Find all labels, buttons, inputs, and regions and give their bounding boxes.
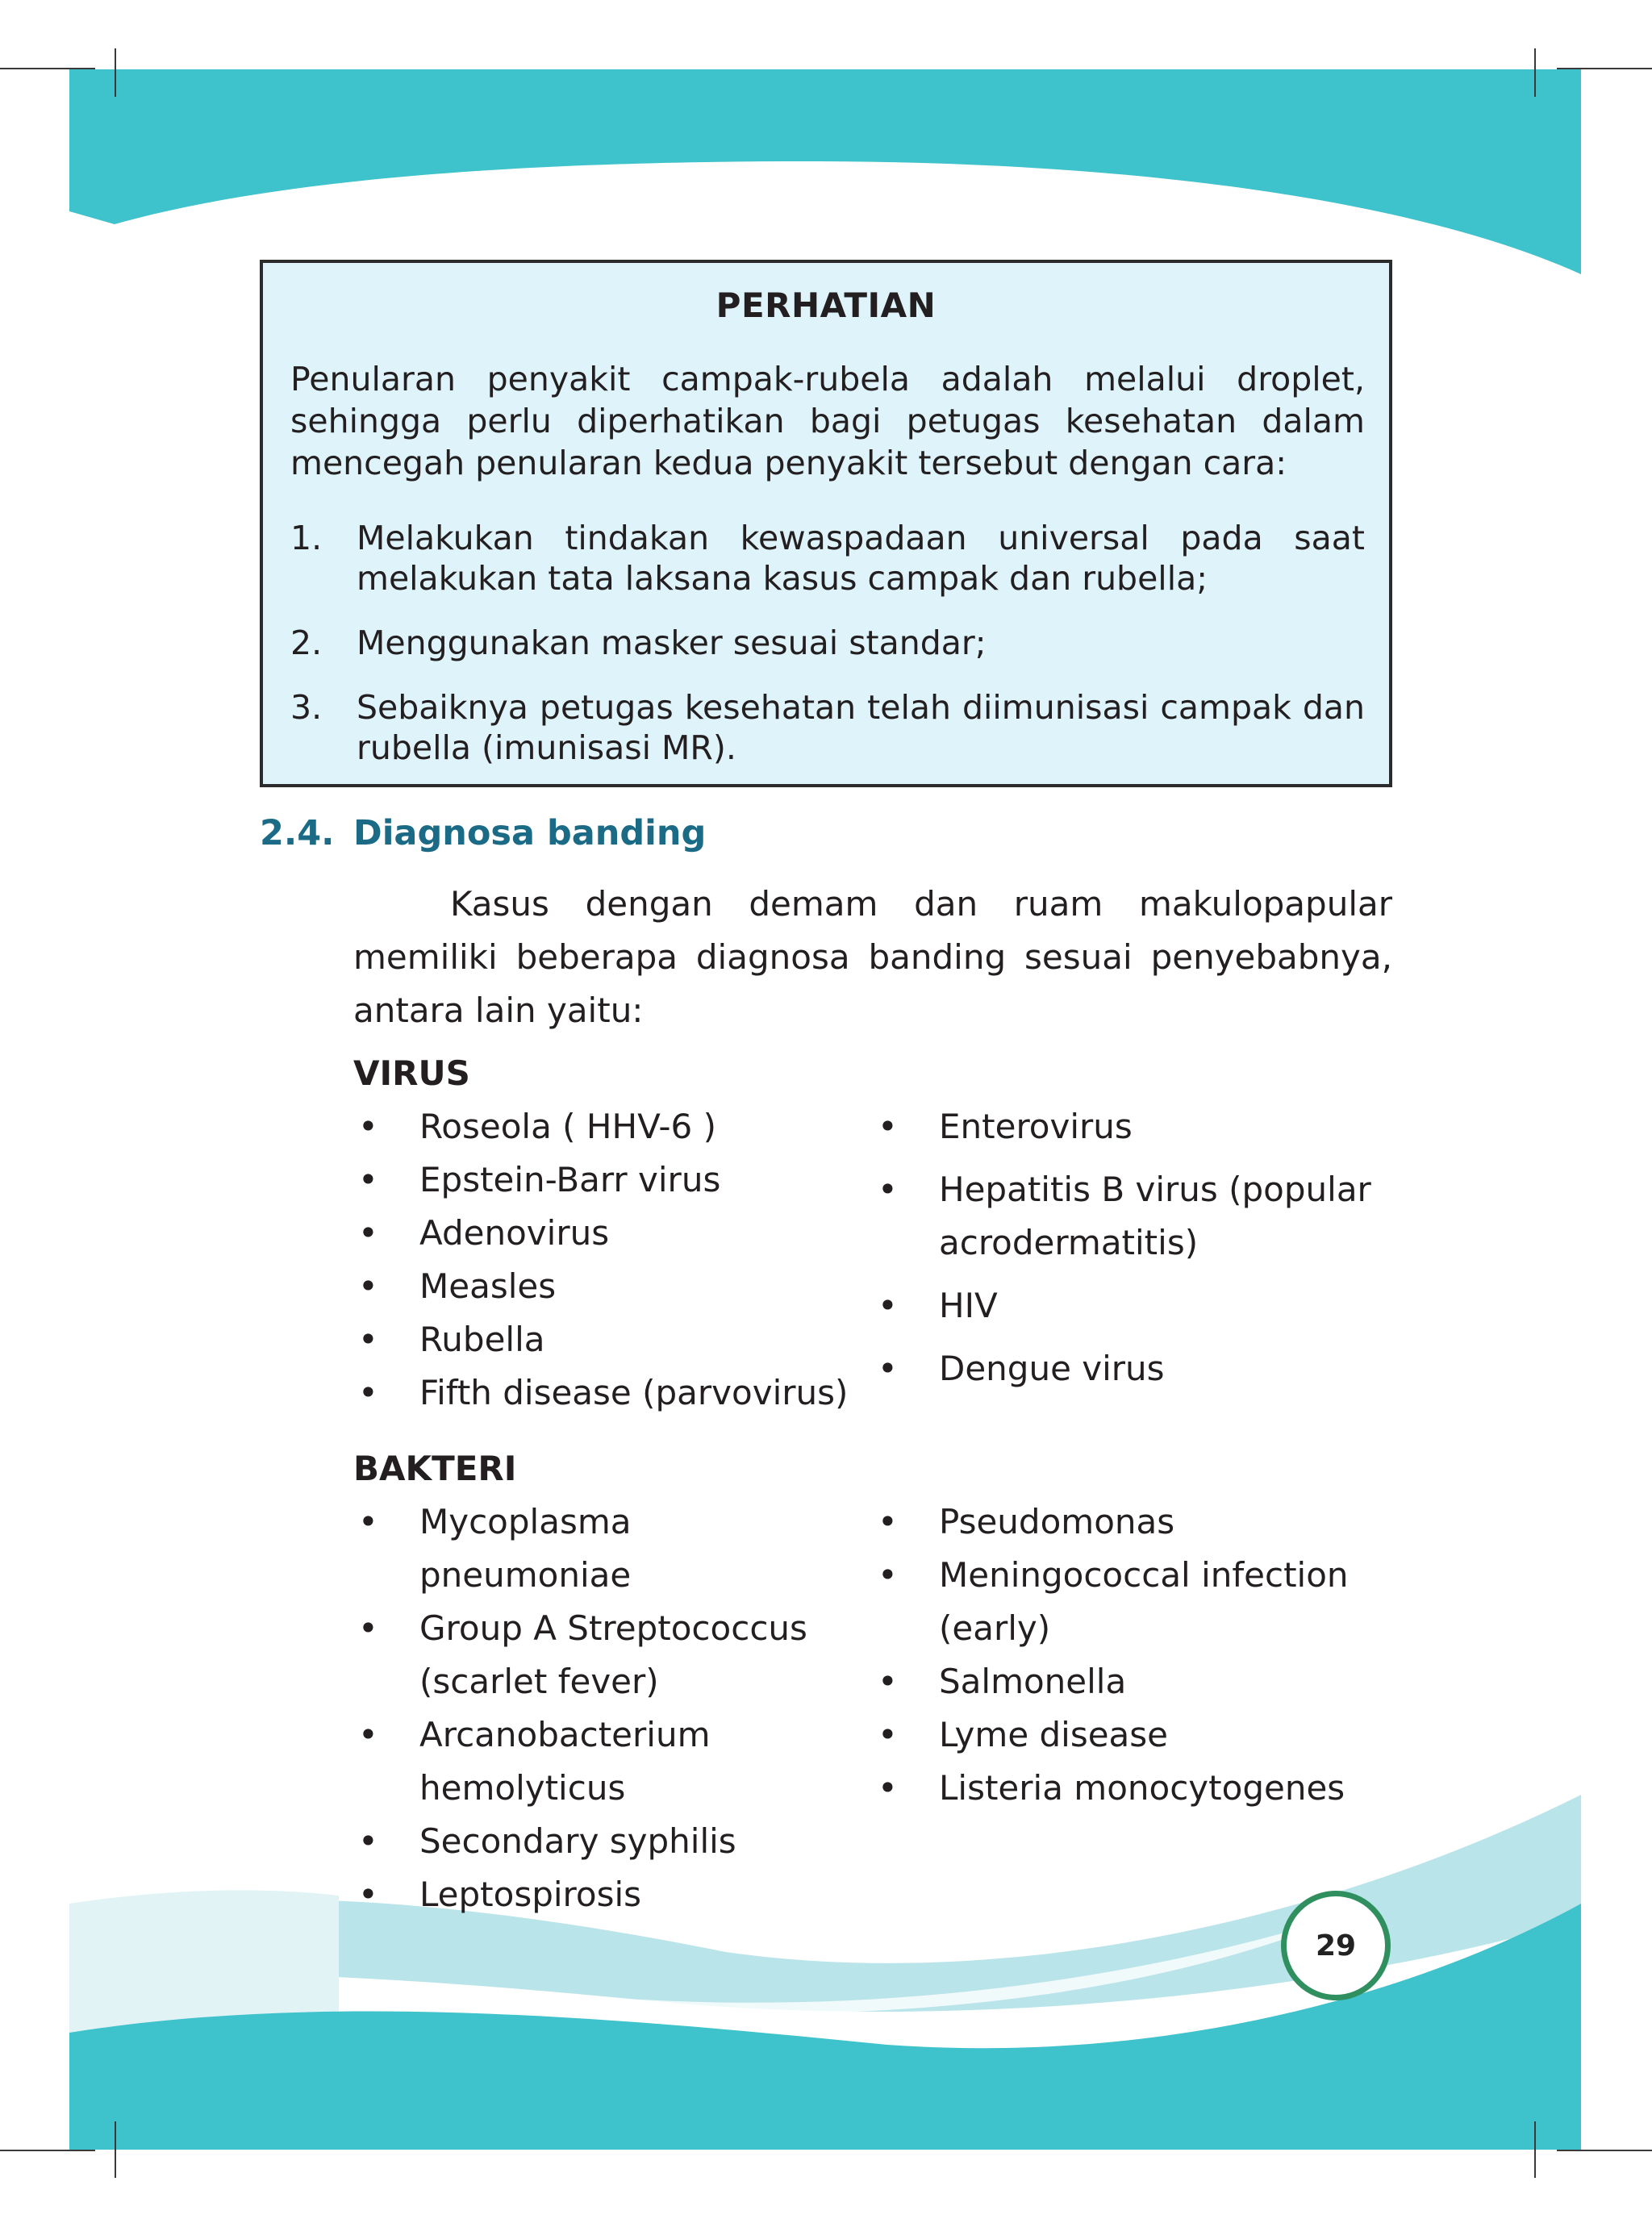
- crop-mark: [115, 2121, 116, 2178]
- notice-item: [290, 623, 1365, 663]
- bakteri-list-right: [873, 1495, 1373, 1815]
- list-item: • Group A Streptococcus (scarlet fever): [353, 1602, 853, 1708]
- list-item: • Epstein-Barr virus: [353, 1153, 853, 1207]
- notice-box: [260, 260, 1392, 787]
- bakteri-heading: BAKTERI: [353, 1449, 517, 1488]
- list-item: • Pseudomonas: [873, 1495, 1373, 1549]
- notice-item-text: Melakukan tindakan kewaspadaan universal pada saat melakukan tata laksana kasus campak dan rubella;: [357, 519, 1365, 598]
- crop-mark: [0, 68, 95, 69]
- notice-item: [290, 687, 1365, 768]
- list-item: • Listeria monocytogenes: [873, 1762, 1373, 1815]
- list-item: • Secondary syphilis: [353, 1815, 853, 1868]
- crop-mark: [0, 2150, 95, 2151]
- list-item: • Adenovirus: [353, 1207, 853, 1260]
- crop-mark: [115, 48, 116, 97]
- notice-list: [290, 518, 1365, 792]
- notice-item-text: Sebaiknya petugas kesehatan telah diimunisasi campak dan rubella (imunisasi MR).: [357, 688, 1365, 767]
- footer-wave-pale: [69, 1890, 339, 2033]
- crop-mark: [1557, 2150, 1652, 2151]
- section-title: Diagnosa banding: [353, 813, 707, 853]
- virus-heading: VIRUS: [353, 1053, 470, 1093]
- page-number: 29: [1281, 1891, 1391, 2000]
- section-number: 2.4.: [260, 813, 335, 853]
- bakteri-list-left: [353, 1495, 853, 1921]
- list-item: • Roseola ( HHV-6 ): [353, 1100, 853, 1153]
- crop-mark: [1534, 2121, 1536, 2178]
- virus-list-left: [353, 1100, 853, 1420]
- crop-mark: [1557, 68, 1652, 69]
- list-item: • Dengue virus: [873, 1342, 1373, 1395]
- virus-list-right: [873, 1100, 1373, 1405]
- list-item: • Hepatitis B virus (popular acrodermatitis): [873, 1163, 1373, 1270]
- list-item: • Mycoplasma pneumoniae: [353, 1495, 853, 1602]
- list-item: • Salmonella: [873, 1655, 1373, 1708]
- crop-mark: [1534, 48, 1536, 97]
- list-item: • Arcanobacterium hemolyticus: [353, 1708, 853, 1815]
- header-wave: [69, 69, 1581, 274]
- notice-item-number: 2.: [290, 624, 323, 662]
- list-item: • Leptospirosis: [353, 1868, 853, 1921]
- notice-item: [290, 518, 1365, 599]
- section-heading: [260, 813, 706, 853]
- list-item: • Fifth disease (parvovirus): [353, 1366, 853, 1420]
- notice-item-text: Menggunakan masker sesuai standar;: [357, 624, 987, 662]
- notice-title: PERHATIAN: [715, 286, 937, 325]
- list-item: • HIV: [873, 1279, 1373, 1333]
- list-item: • Rubella: [353, 1313, 853, 1366]
- notice-item-number: 1.: [290, 519, 323, 557]
- list-item: • Meningococcal infection (early): [873, 1549, 1373, 1655]
- section-paragraph: Kasus dengan demam dan ruam makulopapular memiliki beberapa diagnosa banding sesuai penyebabnya, antara lain yaitu:: [353, 884, 1392, 1030]
- list-item: • Lyme disease: [873, 1708, 1373, 1762]
- notice-item-number: 3.: [290, 688, 323, 727]
- list-item: • Enterovirus: [873, 1100, 1373, 1153]
- list-item: • Measles: [353, 1260, 853, 1313]
- notice-intro: Penularan penyakit campak-rubela adalah melalui droplet, sehingga perlu diperhatikan bagi petugas kesehatan dalam mencegah penularan kedua penyakit tersebut dengan cara:: [290, 360, 1365, 482]
